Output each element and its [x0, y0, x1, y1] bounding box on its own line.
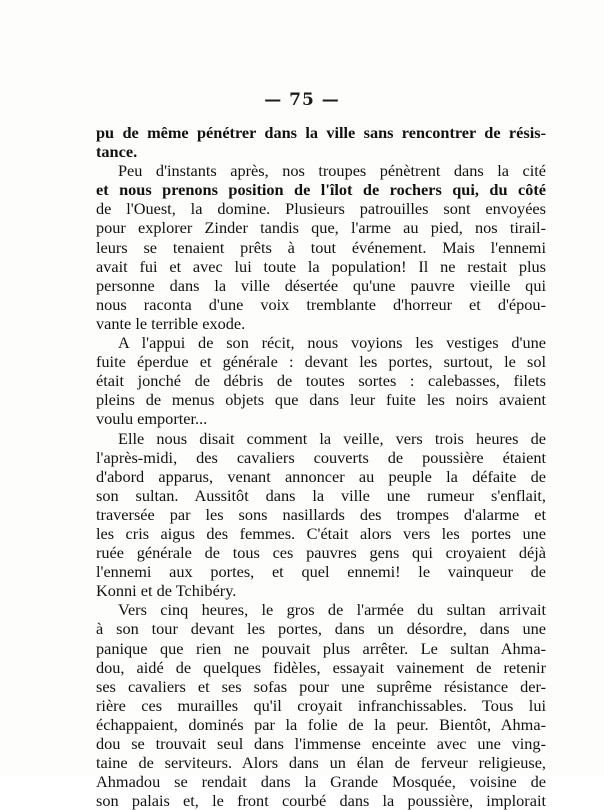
text-line: traversée par les sons nasillards des trompes d'alarme et	[96, 504, 546, 524]
text-line: voulu emporter...	[96, 409, 208, 429]
text-line: échappaient, dominés par la folie de la peur. Bientôt, Ahma-	[96, 714, 546, 734]
text-line: son sultan. Aussitôt dans la ville une rumeur s'enflait,	[96, 485, 546, 505]
body-text	[96, 123, 546, 810]
text-line: à son tour devant les portes, dans un désordre, dans une	[96, 619, 546, 639]
text-line: dou, aidé de quelques fidèles, essayait vainement de retenir	[96, 657, 546, 677]
text-line: taine de serviteurs. Alors dans un élan de ferveur religieuse,	[96, 753, 546, 773]
text-line: panique que rien ne pouvait plus arrêter. Le sultan Ahma-	[96, 638, 546, 658]
text-line: les cris aigus des femmes. C'était alors vers les portes une	[96, 523, 546, 543]
text-line: ruée générale de tous ces pauvres gens qui croyaient déjà	[96, 543, 546, 563]
text-line: rière ces murailles qu'il croyait infranchissables. Tous lui	[96, 695, 546, 715]
text-line: Vers cinq heures, le gros de l'armée du sultan arrivait	[118, 600, 546, 620]
text-line: dou se trouvait seul dans l'immense enceinte avec une ving-	[96, 734, 546, 753]
text-line: son palais et, le front courbé dans la poussière, implorait	[96, 791, 546, 810]
text-line: fuite éperdue et générale : devant les portes, surtout, le sol	[96, 352, 546, 372]
text-line: ses cavaliers et ses sofas pour une suprême résistance der-	[96, 676, 546, 696]
text-line: leurs se tenaient prêts à tout événement. Mais l'ennemi	[96, 237, 546, 257]
text-line: pour explorer Zinder tandis que, l'arme au pied, nos tirail-	[96, 218, 546, 238]
text-line: Elle nous disait comment la veille, vers trois heures de	[118, 428, 546, 448]
text-line: l'ennemi aux portes, et quel ennemi! le vainqueur de	[96, 562, 546, 582]
text-line: Ahmadou se rendait dans la Grande Mosquée, voisine de	[96, 772, 546, 792]
page-number: — 75 —	[264, 90, 340, 110]
text-line: était jonché de débris de toutes sortes : calebasses, filets	[96, 371, 546, 391]
text-line: nous raconta d'une voix tremblante d'horreur et d'épou-	[96, 294, 546, 314]
text-line: personne dans la ville désertée qu'une pauvre vieille qui	[96, 275, 546, 295]
text-line: pu de même pénétrer dans la ville sans rencontrer de résis-	[96, 123, 546, 142]
text-line: Peu d'instants après, nos troupes pénètrent dans la cité	[118, 161, 546, 181]
text-line: pleins de menus objets que dans leur fuite les noirs avaient	[96, 390, 546, 410]
text-line: de l'Ouest, la domine. Plusieurs patrouilles sont envoyées	[96, 199, 546, 219]
text-line: Konni et de Tchibéry.	[96, 581, 237, 601]
text-line: l'après-midi, des cavaliers couverts de poussière étaient	[96, 447, 546, 467]
text-line: et nous prenons position de l'îlot de rochers qui, du côté	[96, 180, 546, 200]
text-line: avait fui et avec lui toute la population! Il ne restait plus	[96, 256, 546, 276]
text-line: vante le terrible exode.	[96, 313, 246, 333]
text-line: d'abord apparus, venant annoncer au peuple la défaite de	[96, 466, 546, 486]
text-line: A l'appui de son récit, nous voyions les vestiges d'une	[118, 333, 546, 353]
text-line: tance.	[96, 142, 138, 162]
